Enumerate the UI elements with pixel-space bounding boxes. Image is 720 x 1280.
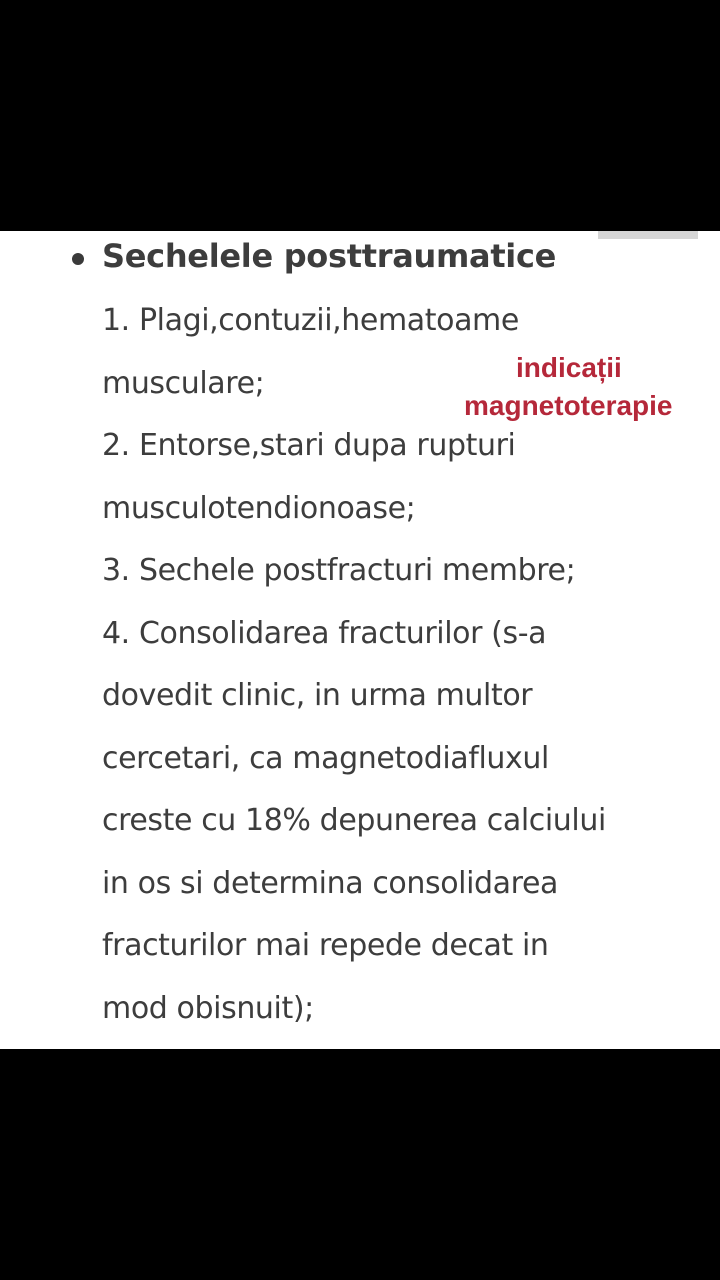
text-line: musculotendionoase;	[102, 491, 416, 526]
text-line: in os si determina consolidarea	[102, 866, 558, 901]
text-line: cercetari, ca magnetodiafluxul	[102, 741, 549, 776]
scroll-indicator	[598, 231, 698, 239]
text-line: fracturilor mai repede decat in	[102, 928, 549, 963]
text-line: 3. Sechele postfracturi membre;	[102, 553, 576, 588]
text-line: musculare;	[102, 366, 265, 401]
text-line: 2. Entorse,stari dupa rupturi	[102, 428, 516, 463]
bullet-icon	[72, 253, 84, 265]
section-heading: Sechelele posttraumatice	[102, 237, 557, 275]
text-line: mod obisnuit);	[102, 991, 314, 1026]
document-page	[0, 231, 720, 1049]
text-line: 4. Consolidarea fracturilor (s-a	[102, 616, 547, 651]
text-line: dovedit clinic, in urma multor	[102, 678, 533, 713]
text-line: 1. Plagi,contuzii,hematoame	[102, 303, 519, 338]
annotation-line-2: magnetoterapie	[464, 390, 673, 421]
annotation-line-1: indicații	[516, 352, 622, 383]
text-line: creste cu 18% depunerea calciului	[102, 803, 606, 838]
